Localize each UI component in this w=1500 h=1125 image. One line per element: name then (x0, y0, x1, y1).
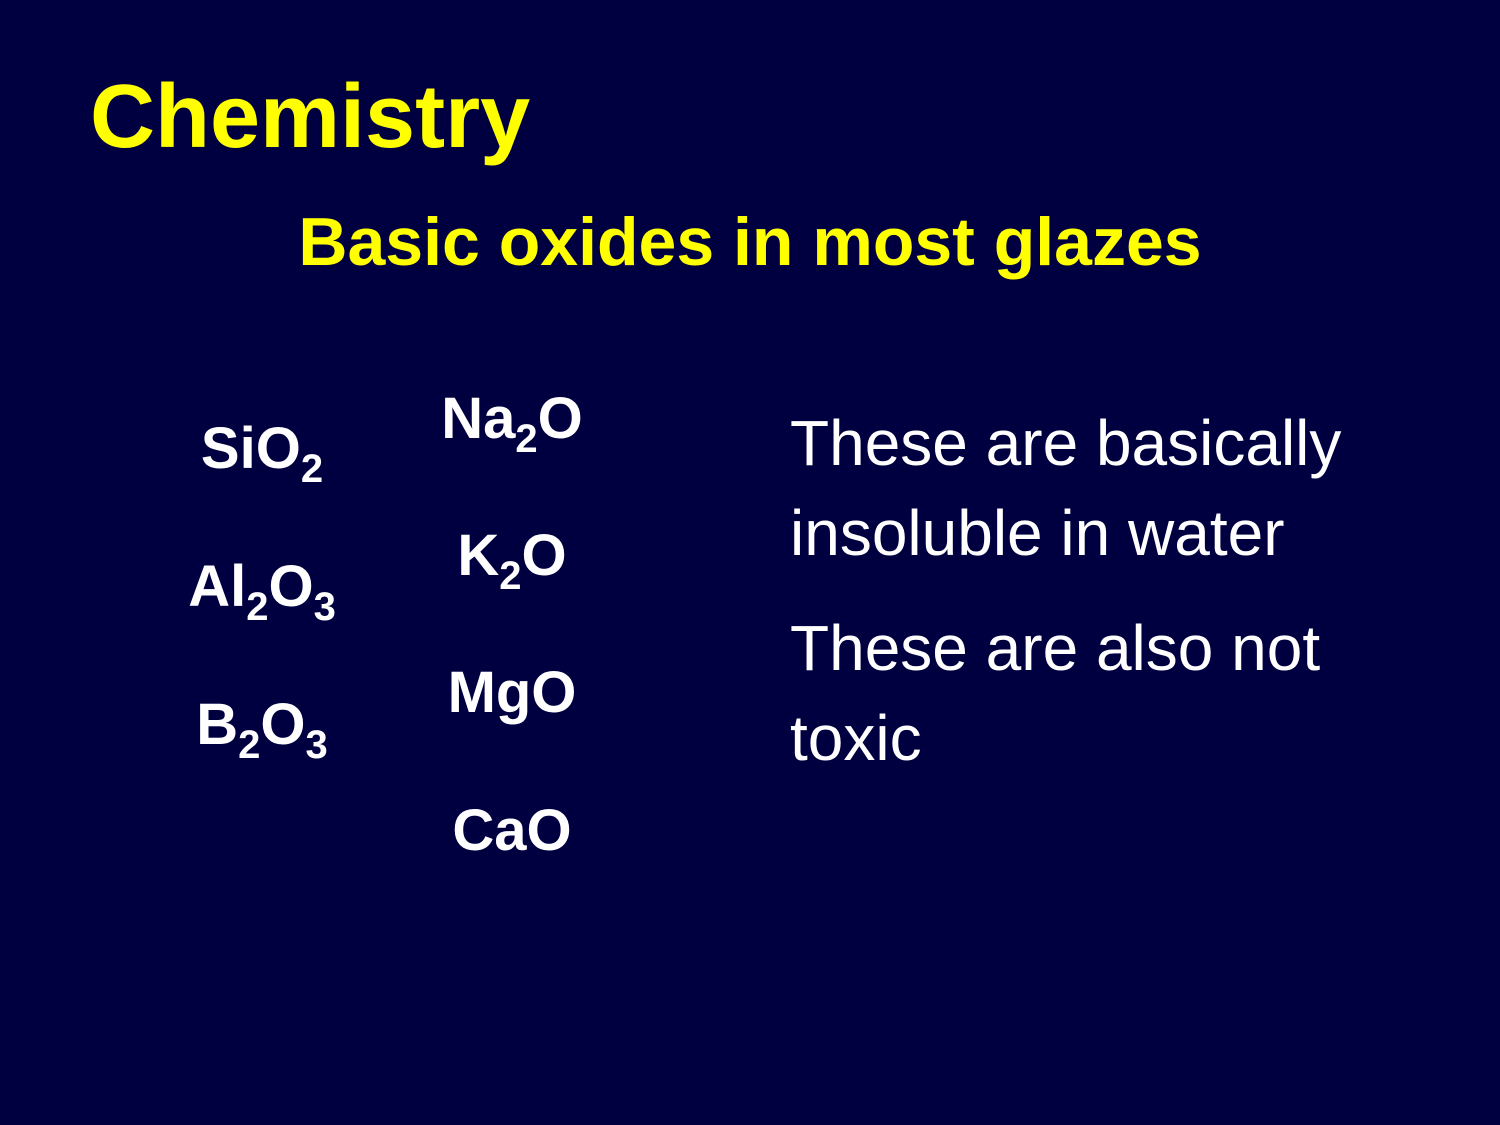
slide-title: Chemistry (90, 67, 531, 167)
formula-al2o3: $Al_2O_3$ (188, 554, 336, 629)
note-not-toxic: These are also not toxic (790, 612, 1321, 774)
formula-cao: CaO (452, 798, 572, 863)
formula-mgo: MgO (447, 660, 577, 725)
slide-subtitle: Basic oxides in most glazes (298, 204, 1202, 280)
formula-k2o: $K_2O$ (457, 523, 567, 598)
note-insoluble: These are basically insoluble in water (790, 407, 1342, 569)
formula-sio2: SiO$_2$ (200, 416, 324, 491)
formula-na2o: $Na_2O$ (441, 386, 583, 461)
formula-b2o3: $B_2O_3$ (196, 692, 328, 767)
